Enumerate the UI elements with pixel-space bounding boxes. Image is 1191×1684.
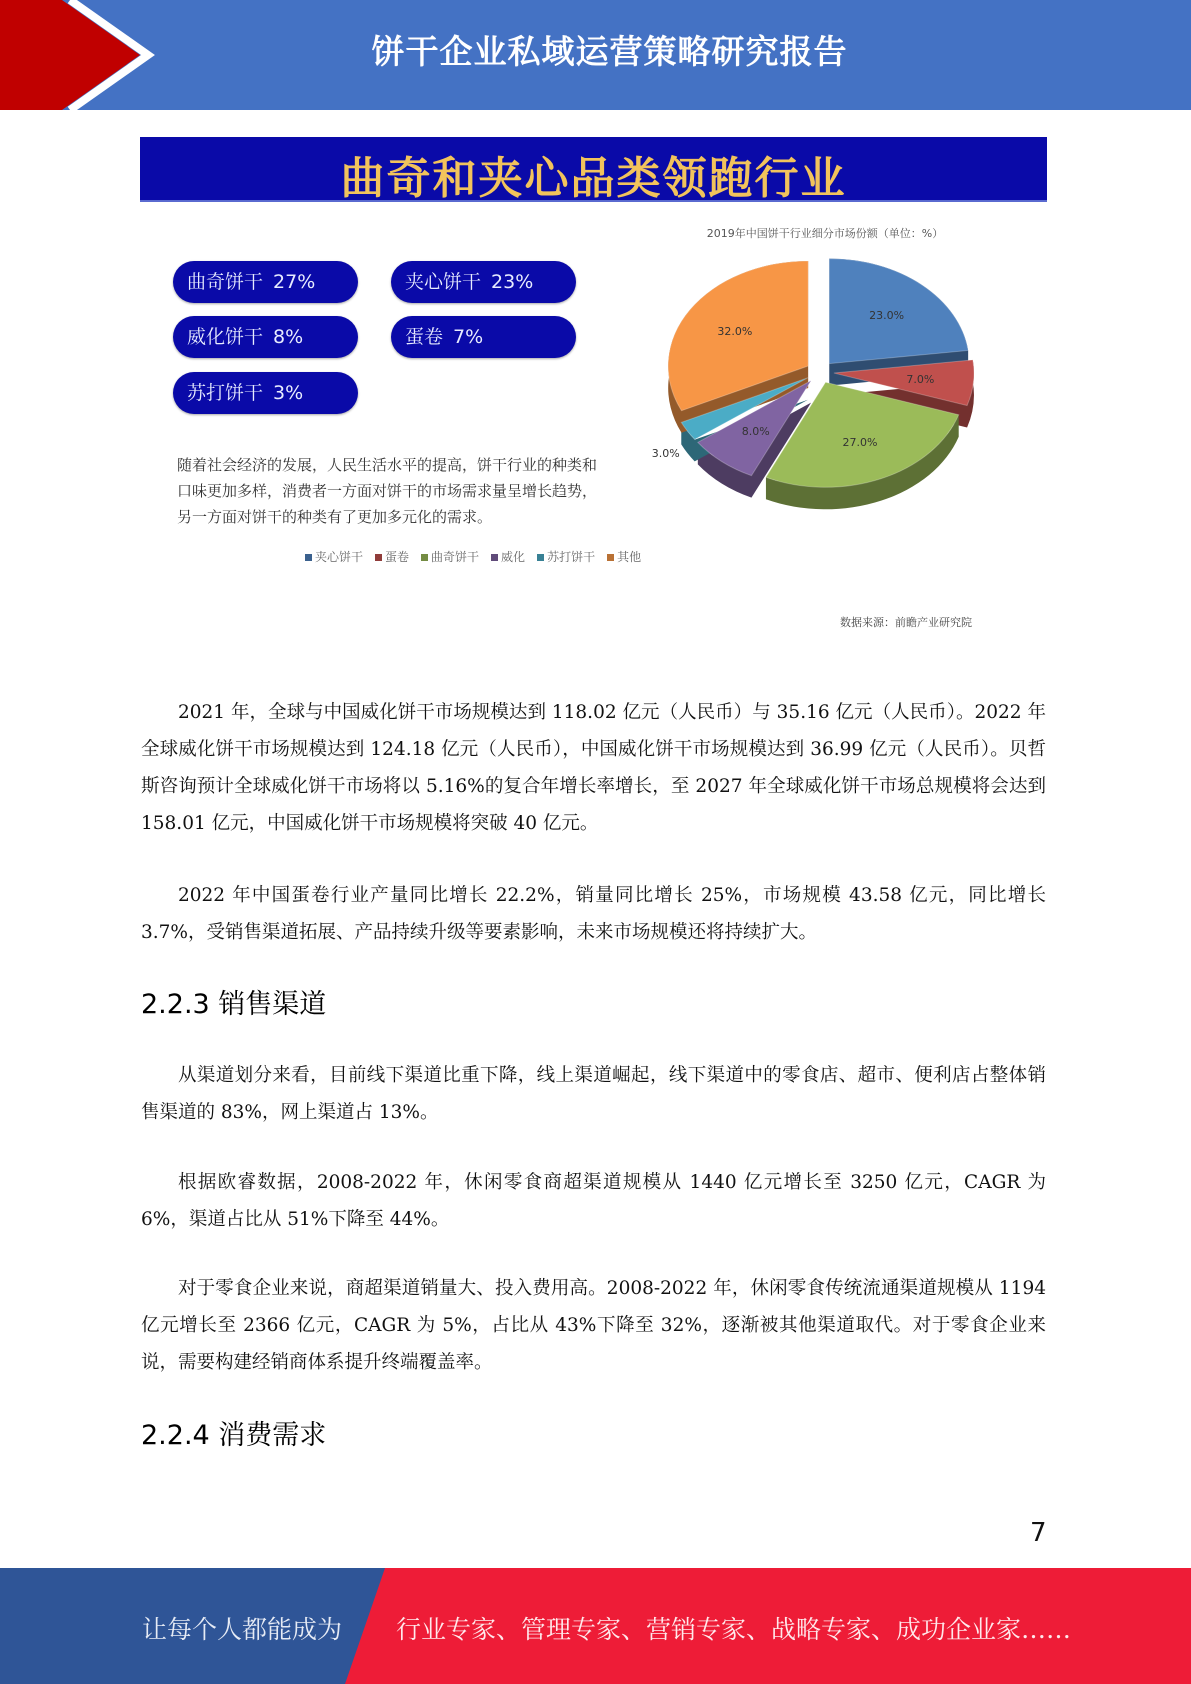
legend-label: 蛋卷: [385, 550, 410, 564]
legend-swatch-icon: [537, 554, 544, 561]
legend-swatch-icon: [305, 554, 312, 561]
paragraph: 对于零食企业来说，商超渠道销量大、投入费用高。2008-2022 年，休闲零食传统流通渠道规模从 1194 亿元增长至 2366 亿元，CAGR 为 5%，占比从 43%下降至 32%，逐渐被其他渠道取代。对于零食企业来说，需要构建经销商体系提升终端覆盖率。: [141, 1278, 1046, 1373]
legend-label: 苏打饼干: [547, 550, 596, 564]
pie-slice-label: 8.0%: [741, 424, 770, 438]
infographic-banner: [140, 137, 1047, 202]
footer-slogan-right: 行业专家、管理专家、营销专家、战略专家、成功企业家……: [396, 1615, 1072, 1644]
pie-chart-canvas: [605, 247, 1045, 547]
legend-swatch-icon: [607, 554, 614, 561]
legend-label: 夹心饼干: [315, 550, 364, 564]
pie-slice-label: 32.0%: [717, 325, 753, 339]
legend-item: [421, 548, 479, 565]
pill-value: 3%: [273, 382, 304, 404]
legend-label: 其他: [617, 550, 642, 564]
pie-slice-label: 27.0%: [842, 436, 878, 450]
footer-slogan-left: 让每个人都能成为: [142, 1615, 343, 1644]
legend-item: [607, 548, 641, 565]
pill-label: 威化饼干: [187, 326, 264, 348]
infographic-title: 曲奇和夹心品类领跑行业: [340, 153, 847, 204]
pie-slice-label: 7.0%: [906, 373, 935, 387]
page-number: 7: [1030, 1518, 1047, 1548]
pill-value: 23%: [491, 271, 534, 293]
paragraph: 从渠道划分来看，目前线下渠道比重下降，线上渠道崛起，线下渠道中的零食店、超市、便利店占整体销售渠道的 83%，网上渠道占 13%。: [141, 1065, 1046, 1123]
paragraph: 根据欧睿数据，2008-2022 年，休闲零食商超渠道规模从 1440 亿元增长至 3250 亿元，CAGR 为 6%，渠道占比从 51%下降至 44%。: [141, 1172, 1046, 1230]
category-pill: [173, 316, 358, 358]
legend-label: 威化: [501, 550, 526, 564]
category-pill: [173, 372, 358, 414]
category-pill: [391, 261, 576, 303]
data-source: 数据来源：前瞻产业研究院: [840, 616, 972, 629]
legend-label: 曲奇饼干: [431, 550, 480, 564]
paragraph: 2022 年中国蛋卷行业产量同比增长 22.2%，销量同比增长 25%，市场规模 43.58 亿元，同比增长 3.7%，受销售渠道拓展、产品持续升级等要素影响，未来市场规模还将持续扩大。: [141, 885, 1046, 943]
pie-slice-label: 3.0%: [651, 446, 680, 460]
legend-item: [305, 548, 363, 565]
legend-swatch-icon: [491, 554, 498, 561]
report-title: 饼干企业私域运营策略研究报告: [371, 32, 848, 71]
legend-item: [537, 548, 595, 565]
report-header: [0, 0, 1191, 110]
pill-label: 曲奇饼干: [187, 271, 264, 293]
pill-label: 蛋卷: [405, 326, 444, 348]
pill-label: 苏打饼干: [187, 382, 264, 404]
pill-value: 7%: [453, 326, 484, 348]
category-pill: [391, 316, 576, 358]
legend-swatch-icon: [375, 554, 382, 561]
pill-label: 夹心饼干: [405, 271, 482, 293]
paragraph: 2021 年，全球与中国威化饼干市场规模达到 118.02 亿元（人民币）与 35.16 亿元（人民币）。2022 年全球威化饼干市场规模达到 124.18 亿元（人民币），中国威化饼干市场规模达到 36.99 亿元（人民币）。贝哲斯咨询预计全球威化饼干市场将以 5.16%的复合年增长率增长，至 2027 年全球威化饼干市场总规模将会达到 158.01 亿元，中国威化饼干市场规模将突破 40 亿元。: [141, 702, 1046, 834]
infographic: [140, 130, 1048, 640]
legend-swatch-icon: [421, 554, 428, 561]
legend-item: [375, 548, 409, 565]
chart-title: 2019年中国饼干行业细分市场份额（单位：%）: [706, 227, 944, 240]
infographic-description: 随着社会经济的发展，人民生活水平的提高，饼干行业的种类和口味更加多样，消费者一方面对饼干的市场需求量呈增长趋势，另一方面对饼干的种类有了更加多元化的需求。: [177, 456, 598, 526]
pie-chart: [605, 225, 1045, 645]
pie-slice-label: 23.0%: [869, 308, 905, 322]
section-heading-2-2-3: 2.2.3 销售渠道: [141, 989, 327, 1020]
footer-banner: [0, 1568, 1191, 1684]
pill-value: 8%: [273, 326, 304, 348]
legend-item: [491, 548, 525, 565]
section-heading-2-2-4: 2.2.4 消费需求: [141, 1420, 327, 1451]
chart-legend: [305, 548, 745, 565]
pill-value: 27%: [273, 271, 316, 293]
category-pill: [173, 261, 358, 303]
